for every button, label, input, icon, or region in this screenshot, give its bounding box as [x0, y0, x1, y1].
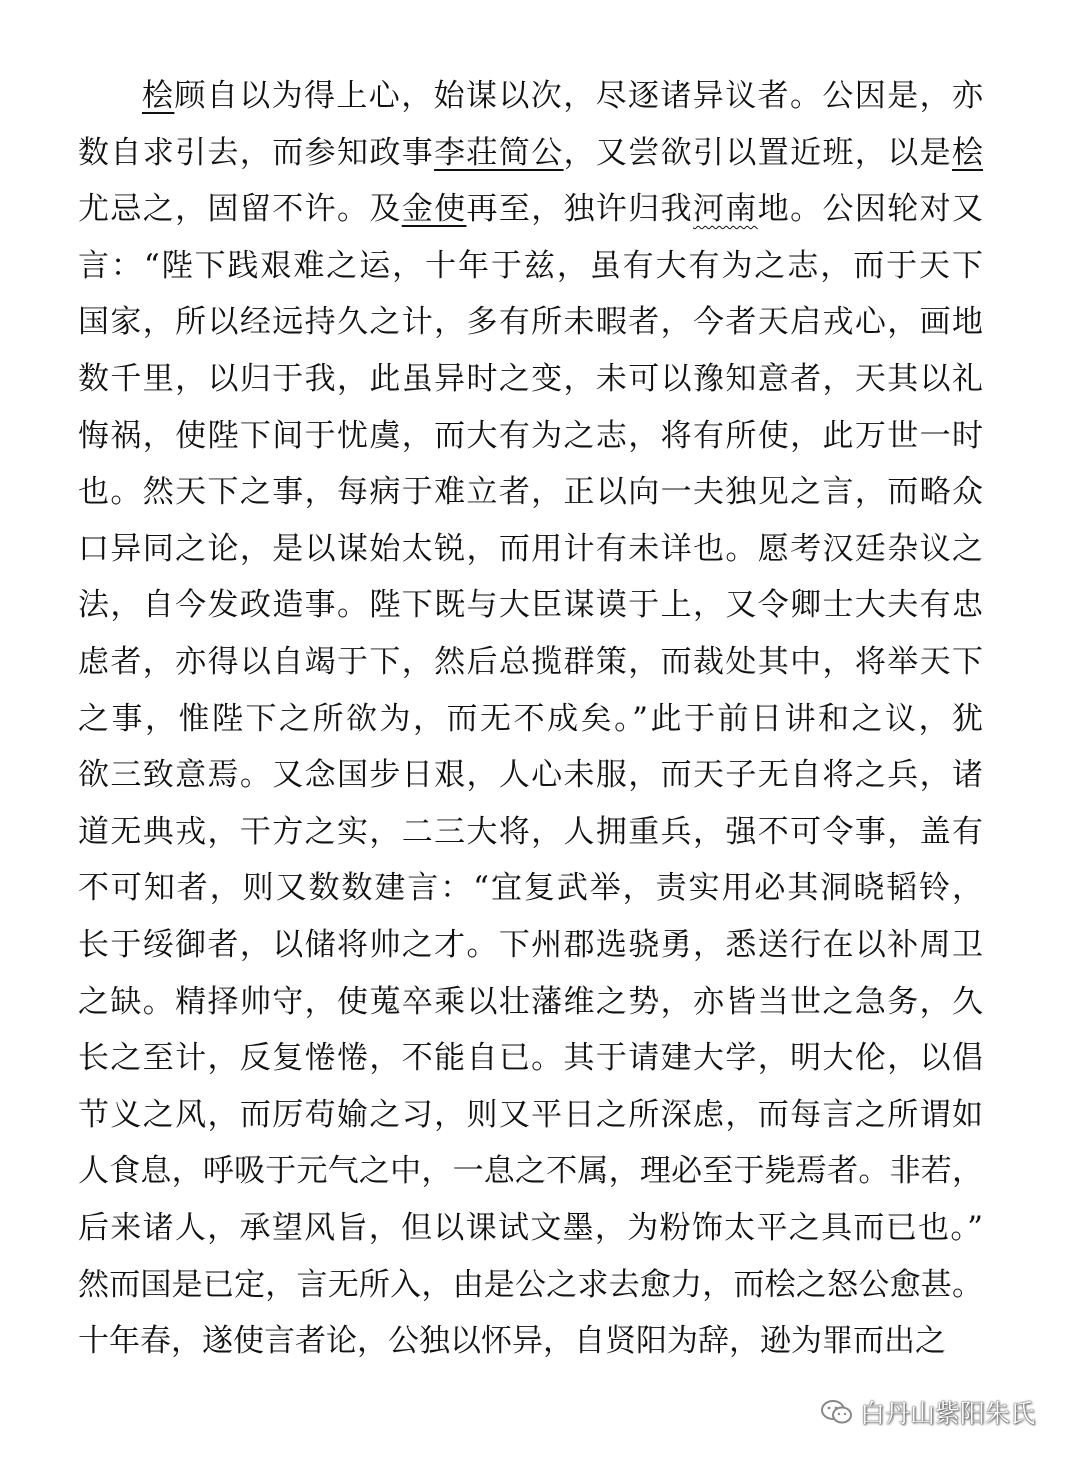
text-segment: 数自求引去，而参知政事: [78, 134, 435, 171]
text-line: [78, 189, 983, 229]
text-line: [78, 1265, 983, 1305]
text-segment: 十年春，遂使言者论，公独以怀异，自贤阳为辞，逊为罪而出之: [78, 1323, 946, 1360]
text-line: [78, 359, 983, 399]
text-segment: 法，自今发政造事。陛下既与大臣谋谟于上，又令卿士大夫有忠: [78, 587, 983, 624]
underlined-name: 金使: [401, 191, 467, 228]
text-line: [78, 1208, 983, 1248]
text-segment: 国家，所以经远持久之计，多有所未暇者，今者天启戎心，画地: [78, 304, 983, 341]
text-segment: 也。然天下之事，每病于难立者，正以向一夫独见之言，而略众: [78, 474, 983, 511]
text-line: [78, 133, 983, 173]
text-segment: 之缺。精择帅守，使蒐卒乘以壮藩维之势，亦皆当世之急务，久: [78, 983, 983, 1020]
wavy-underlined-place: 河南: [693, 191, 758, 228]
text-line: [78, 302, 983, 342]
underlined-name: 李荘简公: [434, 134, 564, 171]
text-segment: 顾自以为得上心，始谋以次，尽逐诸异议者。公因是，亦: [174, 78, 984, 114]
text-line: [142, 76, 983, 116]
text-segment: 然而国是已定，言无所入，由是公之求去愈力，而桧之怒公愈甚。: [78, 1266, 983, 1303]
text-segment: 地。公因轮对又: [757, 191, 984, 228]
text-line: [78, 1151, 983, 1191]
text-line: [78, 246, 983, 286]
text-segment: 后来诸人，承望风旨，但以课试文墨，为粉饰太平之具而已也。”: [78, 1210, 983, 1246]
text-line: [78, 699, 983, 739]
watermark: [820, 1394, 1035, 1430]
text-line: [78, 1038, 983, 1078]
text-line: [78, 416, 983, 456]
text-line: [78, 529, 983, 569]
text-segment: 再至，独许归我: [466, 191, 694, 228]
text-segment: 长之至计，反复惓惓，不能自已。其于请建大学，明大伦，以倡: [78, 1040, 983, 1077]
text-segment: 节义之风，而厉苟媮之习，则又平日之所深虑，而每言之所谓如: [78, 1096, 983, 1133]
text-line: [78, 1321, 983, 1361]
underlined-name: 桧: [952, 134, 984, 171]
text-segment: 长于绥御者，以储将帅之才。下州郡选骁勇，悉送行在以补周卫: [78, 927, 983, 963]
text-line: [78, 1095, 983, 1135]
text-line: [78, 812, 983, 852]
text-line: [78, 642, 983, 682]
text-line: [78, 755, 983, 795]
text-segment: 口异同之论，是以谋始太锐，而用计有未详也。愿考汉廷杂议之: [78, 530, 983, 567]
text-segment: 不可知者，则又数数建言：“宜复武举，责实用必其洞晓韬铃，: [78, 870, 983, 907]
text-line: [78, 868, 983, 908]
text-segment: 尤忌之，固留不许。及: [78, 191, 402, 228]
text-line: [78, 585, 983, 625]
text-line: [78, 925, 983, 965]
text-segment: 悔祸，使陛下间于忧虞，而大有为之志，将有所使，此万世一时: [78, 417, 983, 454]
text-segment: 道无典戎，干方之实，二三大将，人拥重兵，强不可令事，盖有: [78, 813, 983, 850]
text-segment: 之事，惟陛下之所欲为，而无不成矣。”此于前日讲和之议，犹: [78, 700, 983, 737]
text-segment: ，又尝欲引以置近班，以是: [563, 134, 953, 171]
underlined-name: 桧: [142, 78, 175, 114]
text-segment: 数千里，以归于我，此虽异时之变，未可以豫知意者，天其以礼: [78, 361, 983, 397]
text-line: [78, 472, 983, 512]
wechat-icon: [820, 1398, 854, 1426]
text-line: [78, 982, 983, 1022]
text-segment: 人食息，呼吸于元气之中，一息之不属，理必至于毙焉者。非若，: [78, 1153, 983, 1190]
text-segment: 言：“陛下践艰难之运，十年于兹，虽有大有为之志，而于天下: [78, 247, 983, 284]
watermark-text: 白丹山紫阳朱氏: [859, 1399, 1035, 1428]
text-segment: 虑者，亦得以自竭于下，然后总揽群策，而裁处其中，将举天下: [78, 644, 983, 680]
text-segment: 欲三致意焉。又念国步日艰，人心未服，而天子无自将之兵，诸: [78, 757, 983, 794]
